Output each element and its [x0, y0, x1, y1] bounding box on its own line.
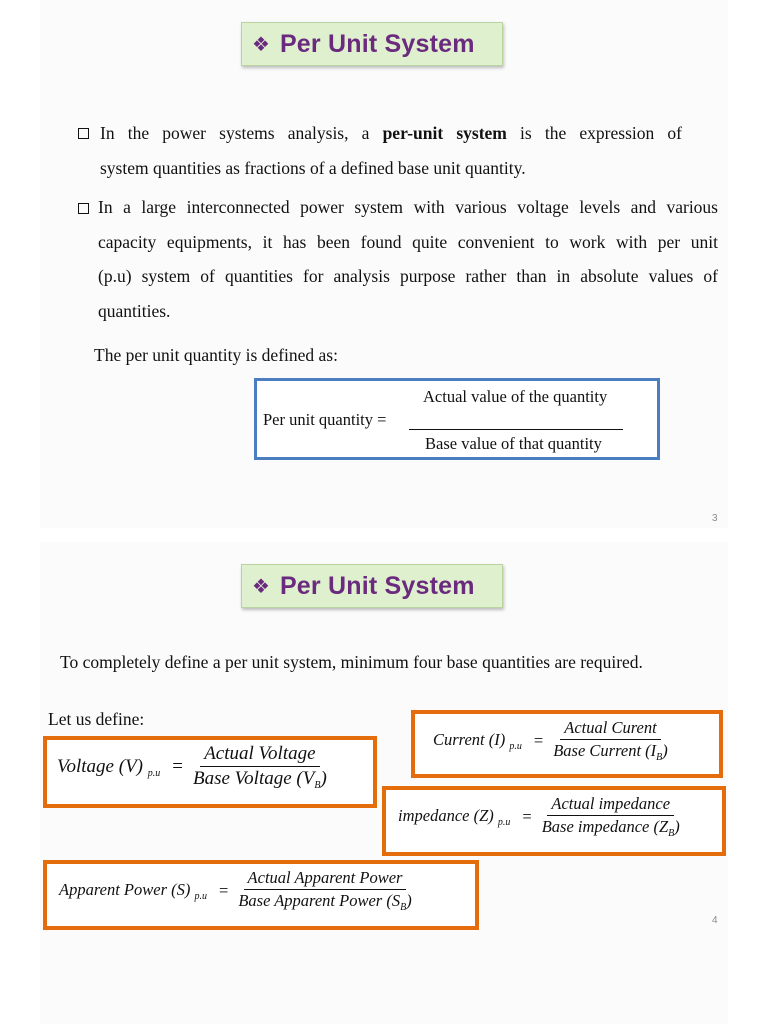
diamond-flower-icon: ❖: [252, 574, 270, 598]
equals-sign: =: [522, 806, 532, 826]
current-formula: [433, 718, 672, 763]
bullet-1-line1-pre: In the power systems analysis, a: [100, 123, 383, 143]
voltage-pu-subscript: p.u: [147, 767, 161, 779]
diamond-flower-icon: ❖: [252, 32, 270, 56]
voltage-formula-box: [43, 736, 377, 808]
bullet-1-line2: system quantities as fractions of a defined base unit quantity.: [100, 157, 526, 178]
bullet-2-text: [98, 190, 718, 328]
bullet-2-line1: In a large interconnected power system with various voltage levels and various: [98, 197, 718, 217]
current-numerator: Actual Curent: [560, 718, 660, 740]
slide-4: [40, 542, 728, 1024]
power-pu-subscript: p.u: [194, 890, 207, 902]
slide-3: [40, 0, 728, 528]
equals-sign: =: [219, 880, 229, 900]
bullet-2-line3: (p.u) system of quantities for analysis purpose rather than in absolute values of: [98, 266, 718, 286]
fraction-line: [409, 429, 623, 430]
apparent-power-formula: [59, 868, 416, 913]
impedance-lhs: impedance (Z): [398, 805, 494, 825]
bullet-2-line2: capacity equipments, it has been found quite convenient to work with per unit: [98, 231, 718, 252]
formula-lhs: Per unit quantity =: [263, 410, 387, 429]
impedance-pu-subscript: p.u: [497, 816, 511, 828]
voltage-lhs: Voltage (V): [57, 755, 144, 777]
impedance-formula-box: [382, 786, 726, 856]
formula-denominator: Base value of that quantity: [425, 434, 602, 453]
voltage-numerator: Actual Voltage: [200, 743, 319, 767]
impedance-formula: [398, 794, 684, 839]
current-formula-box: [411, 710, 723, 778]
current-pu-subscript: p.u: [509, 740, 522, 752]
bullet-1-line1-post: is the expression of: [506, 123, 682, 143]
slide-title: Per Unit System: [279, 571, 475, 600]
apparent-power-formula-box: [43, 860, 479, 930]
current-lhs: Current (I): [433, 729, 506, 749]
voltage-formula: [57, 743, 331, 791]
slide-number: 3: [712, 513, 718, 524]
intro-text: To completely define a per unit system, minimum four base quantities are required.: [60, 652, 643, 672]
power-lhs: Apparent Power (S): [59, 879, 191, 899]
slide-number: 4: [712, 915, 718, 926]
bullet-1-bold-term: per-unit system: [382, 123, 507, 143]
slide-title: Per Unit System: [279, 29, 475, 58]
equals-sign: =: [172, 756, 183, 777]
slide-title-box: [241, 564, 503, 608]
impedance-numerator: Actual impedance: [547, 794, 674, 816]
let-us-define-label: Let us define:: [48, 709, 145, 729]
bullet-1-text: [100, 116, 682, 185]
voltage-denominator: Base Voltage $(V_B)$: [192, 768, 327, 791]
checkbox-bullet-icon: [78, 203, 89, 214]
definition-intro: The per unit quantity is defined as:: [94, 345, 338, 365]
current-denominator: Base Current $(I_B)$: [553, 741, 668, 763]
power-denominator: Base Apparent Power $(S_B)$: [238, 891, 412, 913]
checkbox-bullet-icon: [78, 128, 89, 139]
slide-title-box: [241, 22, 503, 66]
per-unit-definition-box: [254, 378, 660, 460]
impedance-denominator: Base impedance $(Z_B)$: [541, 817, 680, 839]
equals-sign: =: [533, 730, 544, 750]
formula-numerator: Actual value of the quantity: [423, 387, 608, 406]
power-numerator: Actual Apparent Power: [244, 868, 407, 890]
bullet-2-line4: quantities.: [98, 300, 171, 321]
